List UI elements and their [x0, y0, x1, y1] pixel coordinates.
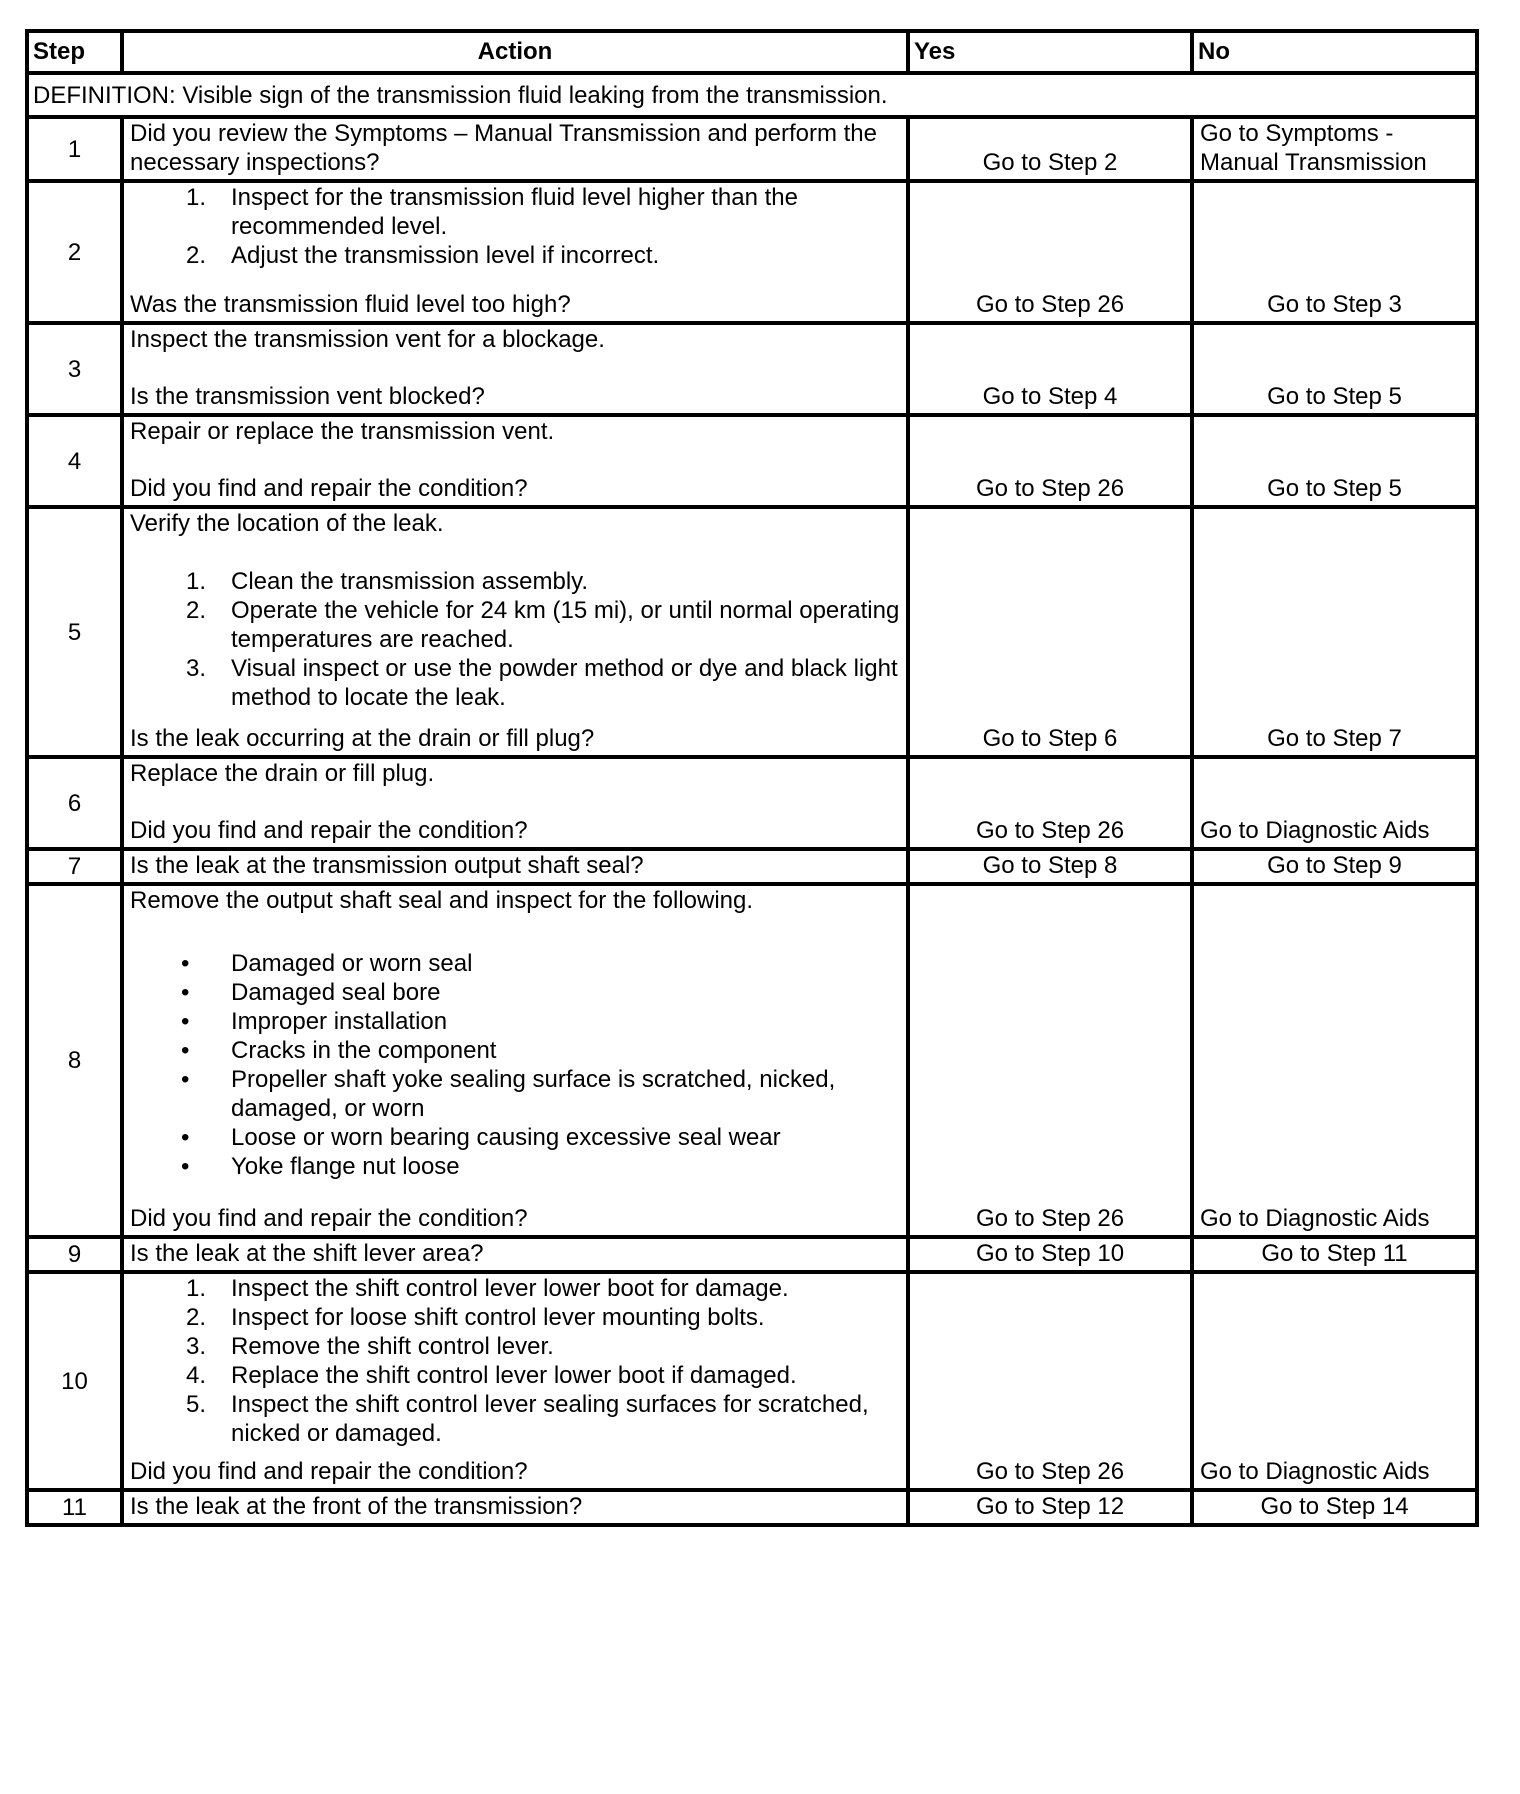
action-cell [122, 884, 908, 1237]
list-item [130, 1332, 900, 1361]
action-question: Is the leak occurring at the drain or fill plug? [130, 725, 595, 752]
item-number: 1. [185, 568, 206, 595]
diagnostic-table [25, 29, 1479, 1527]
item-text: Damaged seal bore [231, 979, 441, 1006]
list-item [130, 1065, 900, 1123]
list-item [130, 1007, 900, 1036]
step-row-3 [27, 323, 1477, 415]
no-answer: Go to Symptoms - Manual Transmission [1192, 117, 1477, 181]
step-number: 6 [27, 757, 122, 849]
numbered-list [130, 1274, 900, 1448]
action-cell [122, 1237, 908, 1272]
step-number: 1 [27, 117, 122, 181]
yes-answer: Go to Step 26 [908, 757, 1192, 849]
step-row-10 [27, 1272, 1477, 1490]
list-item [130, 1361, 900, 1390]
item-number: 5. [185, 1391, 206, 1418]
step-number: 11 [27, 1490, 122, 1525]
list-item [130, 1274, 900, 1303]
item-text: Propeller shaft yoke sealing surface is scratched, nicked, damaged, or worn [231, 1066, 836, 1122]
item-number: 1. [185, 1275, 206, 1302]
action-cell [122, 323, 908, 415]
step-number: 10 [27, 1272, 122, 1490]
yes-answer: Go to Step 26 [908, 181, 1192, 323]
step-number: 7 [27, 849, 122, 884]
action-cell [122, 181, 908, 323]
item-text: Cracks in the component [231, 1037, 497, 1064]
step-row-9 [27, 1237, 1477, 1272]
step-row-11 [27, 1490, 1477, 1525]
action-text: Did you review the Symptoms – Manual Transmission and perform the necessary inspections? [130, 120, 877, 176]
list-item [130, 1036, 900, 1065]
yes-answer: Go to Step 26 [908, 884, 1192, 1237]
action-cell [122, 117, 908, 181]
yes-answer: Go to Step 12 [908, 1490, 1192, 1525]
action-text: Is the leak at the front of the transmission? [130, 1493, 583, 1520]
step-row-7 [27, 849, 1477, 884]
list-item [130, 567, 900, 596]
step-number: 8 [27, 884, 122, 1237]
action-question: Is the transmission vent blocked? [130, 383, 485, 410]
diagnostic-document [25, 29, 1475, 1527]
item-number: 2. [185, 597, 206, 624]
bullet-icon: • [181, 1037, 190, 1064]
no-answer: Go to Step 11 [1192, 1237, 1477, 1272]
item-text: Inspect for the transmission fluid level higher than the recommended level. [231, 184, 798, 240]
bullet-icon: • [181, 1066, 190, 1093]
item-text: Yoke flange nut loose [231, 1153, 460, 1180]
step-row-1 [27, 117, 1477, 181]
yes-answer: Go to Step 26 [908, 415, 1192, 507]
item-text: Remove the shift control lever. [231, 1333, 554, 1360]
item-number: 2. [185, 242, 206, 269]
header-no: No [1192, 31, 1477, 73]
definition-text: DEFINITION: Visible sign of the transmission fluid leaking from the transmission. [27, 73, 1477, 117]
item-text: Adjust the transmission level if incorrect. [231, 242, 660, 269]
item-text: Inspect the shift control lever lower boot for damage. [231, 1275, 789, 1302]
yes-answer: Go to Step 4 [908, 323, 1192, 415]
list-item [130, 596, 900, 654]
step-number: 3 [27, 323, 122, 415]
yes-answer: Go to Step 2 [908, 117, 1192, 181]
action-question: Did you find and repair the condition? [130, 1458, 528, 1485]
no-answer: Go to Step 7 [1192, 507, 1477, 757]
item-number: 3. [185, 655, 206, 682]
action-text: Is the leak at the transmission output shaft seal? [130, 852, 644, 879]
item-number: 1. [185, 184, 206, 211]
item-number: 3. [185, 1333, 206, 1360]
step-row-2 [27, 181, 1477, 323]
no-answer: Go to Step 9 [1192, 849, 1477, 884]
step-row-5 [27, 507, 1477, 757]
yes-answer: Go to Step 10 [908, 1237, 1192, 1272]
list-item [130, 1390, 900, 1448]
action-text: Is the leak at the shift lever area? [130, 1240, 484, 1267]
item-text: Damaged or worn seal [231, 950, 473, 977]
numbered-list [130, 567, 900, 712]
header-yes: Yes [908, 31, 1192, 73]
action-text: Inspect the transmission vent for a blockage. [130, 326, 605, 353]
no-answer: Go to Step 5 [1192, 415, 1477, 507]
action-text: Verify the location of the leak. [130, 510, 444, 537]
step-row-8 [27, 884, 1477, 1237]
step-number: 2 [27, 181, 122, 323]
header-action: Action [122, 31, 908, 73]
list-item [130, 241, 900, 270]
action-cell [122, 849, 908, 884]
item-number: 4. [185, 1362, 206, 1389]
action-text: Remove the output shaft seal and inspect for the following. [130, 887, 754, 914]
yes-answer: Go to Step 8 [908, 849, 1192, 884]
definition-row [27, 73, 1477, 117]
action-cell [122, 507, 908, 757]
item-text: Clean the transmission assembly. [231, 568, 589, 595]
bullet-icon: • [181, 979, 190, 1006]
item-number: 2. [185, 1304, 206, 1331]
item-text: Visual inspect or use the powder method or dye and black light method to locate the leak. [231, 655, 898, 711]
action-text: Replace the drain or fill plug. [130, 760, 435, 787]
action-text: Repair or replace the transmission vent. [130, 418, 555, 445]
action-question: Did you find and repair the condition? [130, 1205, 528, 1232]
item-text: Inspect for loose shift control lever mounting bolts. [231, 1304, 765, 1331]
no-answer: Go to Step 14 [1192, 1490, 1477, 1525]
bullet-icon: • [181, 1153, 190, 1180]
item-text: Inspect the shift control lever sealing surfaces for scratched, nicked or damaged. [231, 1391, 869, 1447]
step-number: 5 [27, 507, 122, 757]
no-answer: Go to Diagnostic Aids [1192, 757, 1477, 849]
no-answer: Go to Step 3 [1192, 181, 1477, 323]
step-number: 4 [27, 415, 122, 507]
item-text: Improper installation [231, 1008, 448, 1035]
step-number: 9 [27, 1237, 122, 1272]
list-item [130, 1152, 900, 1181]
bullet-icon: • [181, 950, 190, 977]
list-item [130, 1123, 900, 1152]
step-row-4 [27, 415, 1477, 507]
list-item [130, 654, 900, 712]
item-text: Operate the vehicle for 24 km (15 mi), or until normal operating temperatures are reached. [231, 597, 900, 653]
step-row-6 [27, 757, 1477, 849]
yes-answer: Go to Step 26 [908, 1272, 1192, 1490]
action-cell [122, 415, 908, 507]
action-cell [122, 757, 908, 849]
list-item [130, 1303, 900, 1332]
action-cell [122, 1272, 908, 1490]
bullet-icon: • [181, 1124, 190, 1151]
action-cell [122, 1490, 908, 1525]
action-question: Did you find and repair the condition? [130, 475, 528, 502]
action-question: Did you find and repair the condition? [130, 817, 528, 844]
yes-answer: Go to Step 6 [908, 507, 1192, 757]
item-text: Replace the shift control lever lower boot if damaged. [231, 1362, 797, 1389]
list-item [130, 978, 900, 1007]
no-answer: Go to Diagnostic Aids [1192, 884, 1477, 1237]
no-answer: Go to Step 5 [1192, 323, 1477, 415]
action-question: Was the transmission fluid level too high? [130, 291, 571, 318]
bullet-icon: • [181, 1008, 190, 1035]
header-row [27, 31, 1477, 73]
list-item [130, 183, 900, 241]
no-answer: Go to Diagnostic Aids [1192, 1272, 1477, 1490]
list-item [130, 949, 900, 978]
numbered-list [130, 183, 900, 270]
header-step: Step [27, 31, 122, 73]
bullet-list [130, 949, 900, 1181]
item-text: Loose or worn bearing causing excessive seal wear [231, 1124, 781, 1151]
